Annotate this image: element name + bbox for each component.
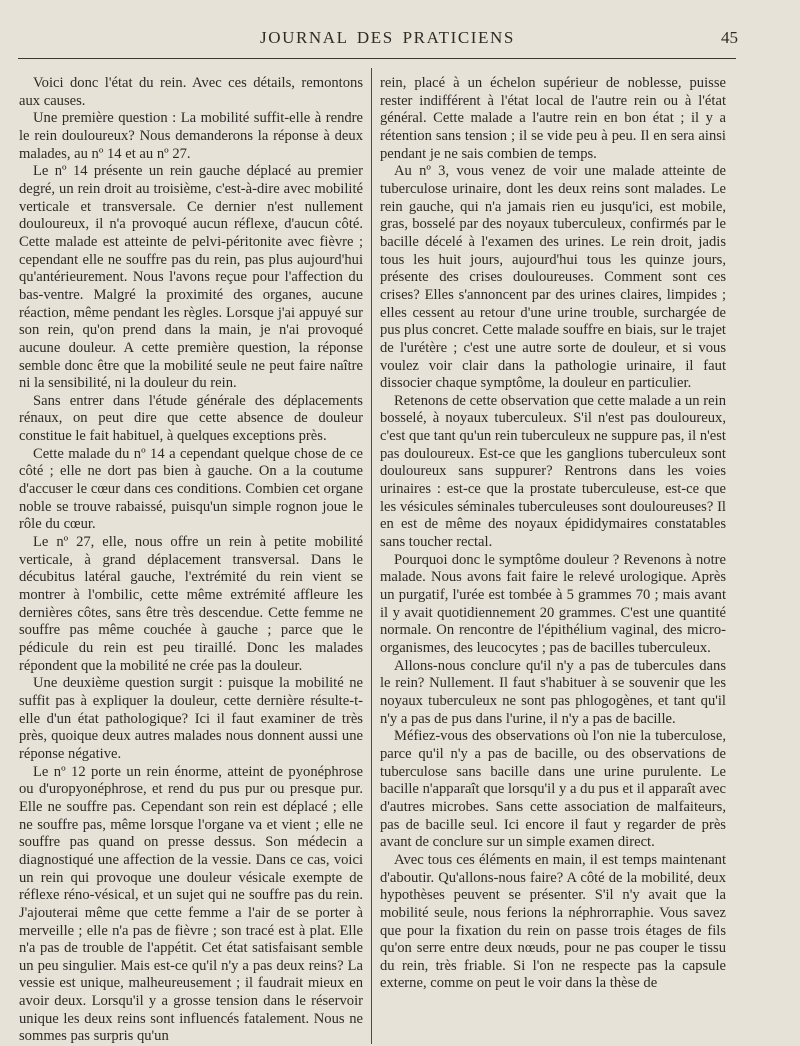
column-divider — [371, 68, 372, 1044]
header-rule — [18, 58, 736, 59]
page-number: 45 — [721, 28, 738, 47]
paragraph: Au nº 3, vous venez de voir une malade atteinte de tuberculose urinaire, dont les deux reins sont malades. Le rein gauche, qui n'a jamais rien eu jusqu'ici, est mobile, gras, bosselé par des noyaux tuberculeux, confirmés par le bacille décelé à l'examen des urines. Le rein droit, jadis tous les huit jours, aujourd'hui tous les quinze jours, présente des crises douloureuses. Comment sont ces crises? Elles s'annoncent par des urines claires, limpides ; elles cessent au retour d'une urine trouble, surchargée de pus plus concret. Cette malade souffre en biais, sur le trajet de l'urétère ; c'est une autre sorte de douleur, et si vous voulez voir clair dans la pathologie urinaire, il faut dissocier chaque symptôme, la douleur en particulier. — [380, 163, 726, 392]
paragraph: Le nº 27, elle, nous offre un rein à petite mobilité verticale, à grand déplacement transversal. Dans le décubitus latéral gauche, l'extrémité du rein vient se montrer à l'ombilic, cette même extrémité affleure les dernières côtes, sans être très descendue. Cette femme ne souffre pas même couchée à gauche ; parce que le pédicule du rein est peu tiraillé. Donc les malades répondent que la mobilité ne crée pas la douleur. — [19, 534, 363, 674]
paragraph: Le nº 12 porte un rein énorme, atteint de pyonéphrose ou d'uropyonéphrose, et rend du pus pur ou presque pur. Elle ne souffre pas. Cependant son rein est déplacé ; elle ne souffre pas, même lorsque l'organe va et vient ; elle ne souffre pas quand on presse dessus. Son médecin a diagnostiqué une affection de la vessie. Dans ce cas, voici un rein qui provoque une douleur vésicale exempte de réflexe réno-vésical, et un sujet qui ne souffre pas du rein. J'ajouterai même que cette femme a l'air de se porter à merveille ; elle n'a pas de fièvre ; son tracé est à plat. Elle n'a pas de trouble de l'appétit. Cet état satisfaisant semble un peu singulier. Mais est-ce qu'il n'y a pas deux reins? La vessie est unique, malheureusement ; il faudrait mieux en avoir deux. Lorsqu'il y a grosse tension dans le réservoir unique les deux reins sont influencés fatalement. Nous ne sommes pas surpris qu'un — [19, 763, 363, 1045]
paragraph: Une première question : La mobilité suffit-elle à rendre le rein douloureux? Nous demanderons la réponse à deux malades, au nº 14 et au nº 27. — [19, 110, 363, 162]
paragraph: Méfiez-vous des observations où l'on nie la tuberculose, parce qu'il n'y a pas de bacille, ou des observations de tuberculose sans bacille dans une urine purulente. Le bacille n'apparaît que lorsqu'il y a du pus et il apparaît avec d'autres microbes. Sans cette association de malfaiteurs, pas de bacille seul. Ici encore il faut y regarder de près avant de conclure sur un simple examen direct. — [380, 728, 726, 851]
right-column — [380, 75, 726, 993]
paragraph: Le nº 14 présente un rein gauche déplacé au premier degré, un rein droit au troisième, c'est-à-dire avec mobilité verticale et transversale. Ce dernier n'est nullement douloureux, il n'a provoqué aucun réflexe, d'aucun côté. Cette malade est atteinte de pelvi-péritonite avec fièvre ; cependant elle ne souffre pas du rein, pas plus aujourd'hui qu'antérieurement. Nous l'avons reçue pour l'affection du bas-ventre. Malgré la proximité des organes, aucune réaction, même pendant les règles. Lorsque j'ai appuyé sur son rein, qu'on prend dans la main, je n'ai provoqué aucune douleur. A cette première question, la réponse semble donc être que la mobilité seule ne peut faire naître ni la sensibilité, ni la douleur du rein. — [19, 163, 363, 392]
paragraph: Retenons de cette observation que cette malade a un rein bosselé, à noyaux tuberculeux. S'il n'est pas douloureux, c'est que tant qu'un rein tuberculeux ne suppure pas, il n'est pas douloureux. Est-ce que les ganglions tuberculeux sont douloureux sans suppurer? Rentrons dans les voies urinaires : est-ce que la prostate tuberculeuse, est-ce que les vésicules séminales tuberculeuses sont douloureuses? Il en est de même des noyaux épididymaires constatables sans toucher rectal. — [380, 392, 726, 551]
paragraph: Voici donc l'état du rein. Avec ces détails, remontons aux causes. — [19, 75, 363, 109]
paragraph-continuation: rein, placé à un échelon supérieur de noblesse, puisse rester indifférent à l'état local de l'autre rein ou à l'état général. Cette malade a l'autre rein en bon état ; il y a rétention sans tension ; il se vide peu à peu. Il en sera ainsi pendant je ne sais combien de temps. — [380, 75, 726, 162]
paragraph: Avec tous ces éléments en main, il est temps maintenant d'aboutir. Qu'allons-nous faire? A côté de la mobilité, deux hypothèses peuvent se présenter. S'il n'y avait que la mobilité seule, nous ferions la néphrorraphie. Vous savez que pour la fixation du rein on passe trois étages de fils qu'on serre entre deux nœuds, pour ne pas couper le tissu du rein, très friable. Si l'on ne respecte pas la capsule externe, comme on peut le voir dans la thèse de — [380, 851, 726, 992]
journal-title: JOURNAL DES PRATICIENS — [260, 28, 515, 47]
paragraph: Une deuxième question surgit : puisque la mobilité ne suffit pas à expliquer la douleur, cette dernière résulte-t-elle d'un état pathologique? Ici il faut examiner de très près, quoique deux autres malades nous donnent aussi une réponse négative. — [19, 675, 363, 762]
paragraph: Pourquoi donc le symptôme douleur ? Revenons à notre malade. Nous avons fait faire le relevé urologique. Après un purgatif, l'urée est tombée à 5 grammes 70 ; mais avant il y avait quotidiennement 20 grammes. C'est une quantité normale. On rencontre de l'épithélium vaginal, des micro-organismes, des leucocytes ; pas de bacilles tuberculeux. — [380, 551, 726, 656]
left-column — [19, 75, 363, 1046]
paragraph: Allons-nous conclure qu'il n'y a pas de tubercules dans le rein? Nullement. Il faut s'habituer à se souvenir que les noyaux tuberculeux ne sont pas phlogogènes, et tant qu'il n'y a pas de pus dans l'urine, il n'y a pas de bacille. — [380, 657, 726, 727]
page-header — [20, 28, 738, 52]
paragraph: Cette malade du nº 14 a cependant quelque chose de ce côté ; elle ne dort pas bien à gauche. On a la coutume d'accuser le cœur dans ces conditions. Combien cet organe noble se trouve rabaissé, puisqu'un simple rognon joue le rôle du cœur. — [19, 445, 363, 533]
paragraph: Sans entrer dans l'étude générale des déplacements rénaux, on peut dire que cette absence de douleur constitue le fait habituel, à quelques exceptions près. — [19, 392, 363, 445]
